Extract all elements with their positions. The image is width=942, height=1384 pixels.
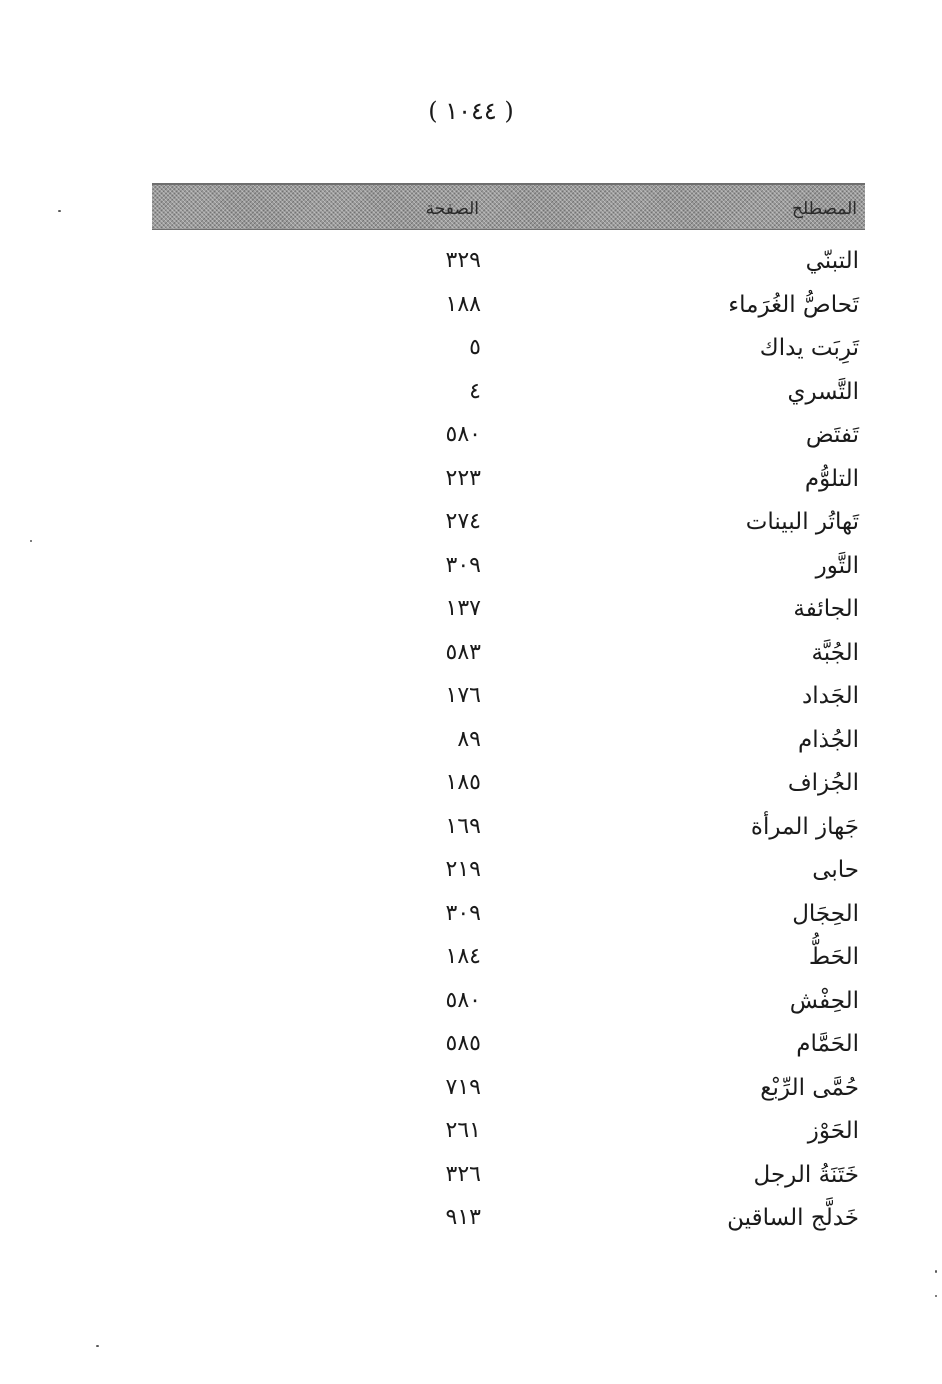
- index-page-ref: ٣٠٩: [445, 552, 481, 578]
- index-page-ref: ٢٦١: [445, 1118, 481, 1143]
- index-row: [152, 806, 865, 850]
- index-term: خَتَنَةُ الرجل: [753, 1161, 859, 1188]
- index-page-ref: ٥٨٠: [445, 422, 481, 447]
- index-page-ref: ٥٨٠: [445, 987, 481, 1013]
- index-page-ref: ٣٢٦: [445, 1161, 481, 1187]
- index-page-ref: ١٧٦: [445, 683, 481, 708]
- scan-speck: [935, 1295, 937, 1297]
- index-term: التَّور: [815, 552, 859, 579]
- page-column-header: الصفحة: [425, 199, 479, 219]
- index-row: [152, 1110, 865, 1154]
- index-row: [152, 545, 865, 589]
- index-row: [152, 1197, 865, 1241]
- index-rows: [152, 240, 865, 1241]
- index-term: التبنّي: [805, 248, 859, 274]
- index-row: [152, 371, 865, 415]
- index-term: الحَوْز: [807, 1118, 859, 1144]
- index-term: التلوُّم: [804, 465, 859, 492]
- index-page-ref: ٢٢٣: [445, 465, 481, 491]
- term-column-header: المصطلح: [791, 199, 857, 219]
- index-row: [152, 675, 865, 719]
- index-term: حُمَّى الرِّبْع: [760, 1074, 859, 1101]
- index-row: [152, 849, 865, 893]
- index-term: الجُذام: [798, 726, 859, 753]
- index-page-ref: ٢١٩: [445, 857, 481, 882]
- scan-speck: [935, 1270, 937, 1273]
- page-number: ( ١٠٤٤ ): [428, 97, 514, 125]
- index-page-ref: ١٣٧: [445, 596, 481, 621]
- index-row: [152, 980, 865, 1024]
- index-term: الجُزاف: [787, 770, 859, 796]
- index-term: تَرِبَت يداك: [759, 335, 859, 361]
- index-row: [152, 632, 865, 676]
- index-term: حابى: [812, 857, 859, 883]
- index-page-ref: ٨٩: [457, 726, 481, 752]
- index-row: [152, 893, 865, 937]
- index-page-ref: ١٨٤: [445, 944, 481, 969]
- index-page-ref: ١٨٨: [445, 291, 481, 317]
- index-row: [152, 240, 865, 284]
- index-term: جَهاز المرأة: [750, 813, 859, 840]
- index-page-ref: ٥٨٥: [445, 1031, 481, 1056]
- index-page-ref: ١٦٩: [445, 813, 481, 839]
- index-term: خَدلَّج الساقين: [727, 1205, 859, 1231]
- index-row: [152, 588, 865, 632]
- index-term: الحِفْش: [789, 987, 859, 1014]
- index-page-ref: ٥٨٣: [445, 639, 481, 665]
- index-row: [152, 719, 865, 763]
- index-table: [152, 183, 865, 1241]
- index-page-ref: ٢٧٤: [445, 509, 481, 534]
- index-row: [152, 414, 865, 458]
- index-page-ref: ٤: [469, 378, 481, 404]
- index-page-ref: ٩١٣: [445, 1205, 481, 1230]
- index-page-ref: ٣٢٩: [445, 248, 481, 273]
- scan-speck: [58, 210, 61, 212]
- index-term: الحَطُّ: [808, 944, 859, 970]
- index-page-ref: ٥: [469, 335, 481, 360]
- index-term: تَهاتُر البينات: [745, 509, 859, 535]
- index-row: [152, 327, 865, 371]
- index-row: [152, 284, 865, 328]
- index-row: [152, 1067, 865, 1111]
- index-row: [152, 501, 865, 545]
- index-term: تَفتَض: [805, 422, 859, 448]
- table-header: [152, 183, 865, 230]
- index-term: الجائفة: [793, 596, 859, 622]
- index-page-ref: ١٨٥: [445, 770, 481, 795]
- scan-speck: [30, 540, 32, 542]
- index-row: [152, 1154, 865, 1198]
- index-page-ref: ٣٠٩: [445, 900, 481, 926]
- index-term: تَحاصُّ الغُرَماء: [728, 291, 859, 318]
- index-term: الحِجَال: [792, 900, 859, 927]
- index-term: الحَمَّام: [796, 1031, 859, 1057]
- index-page-ref: ٧١٩: [445, 1074, 481, 1100]
- index-row: [152, 936, 865, 980]
- index-term: التَّسري: [787, 378, 859, 405]
- index-term: الجَداد: [802, 683, 859, 709]
- index-row: [152, 762, 865, 806]
- scan-speck: [96, 1345, 99, 1347]
- index-term: الجُبَّة: [811, 639, 859, 666]
- index-row: [152, 458, 865, 502]
- index-row: [152, 1023, 865, 1067]
